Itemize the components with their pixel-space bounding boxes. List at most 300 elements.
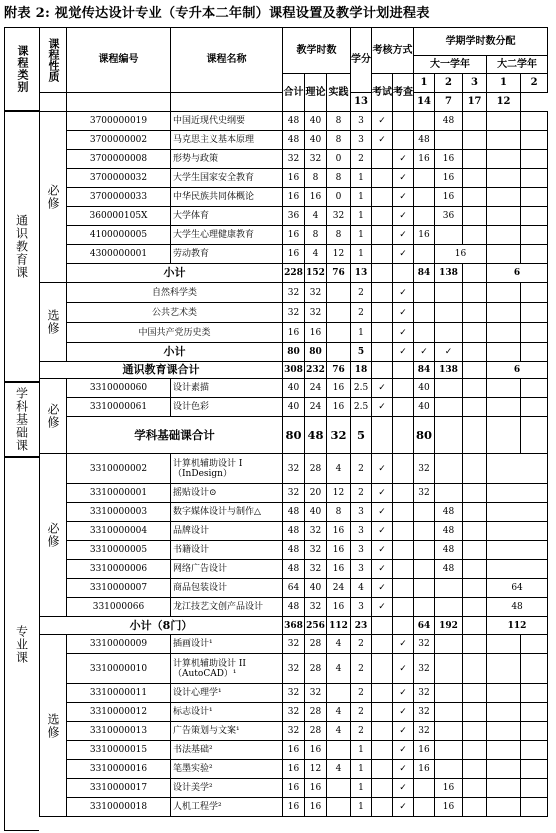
table-cell: 12 — [327, 245, 351, 264]
table-cell: 32 — [283, 150, 305, 169]
table-cell: 16 — [435, 150, 463, 169]
table-cell — [463, 654, 487, 684]
table-cell — [487, 245, 521, 264]
course-code: 360000105X — [67, 207, 171, 226]
table-cell: 16 — [283, 323, 305, 343]
table-cell: ✓ — [393, 703, 414, 722]
table-cell — [435, 635, 463, 654]
table-cell — [414, 283, 435, 303]
table-cell: 76 — [327, 362, 351, 379]
table-cell — [435, 398, 463, 417]
table-cell: 3 — [351, 560, 372, 579]
course-code: 3310000001 — [67, 484, 171, 503]
table-cell — [393, 484, 414, 503]
table-cell — [487, 454, 548, 484]
table-cell: 12 — [327, 484, 351, 503]
table-cell: 2 — [351, 703, 372, 722]
table-cell — [463, 703, 487, 722]
table-cell: ✓ — [393, 343, 414, 362]
table-cell: 32 — [414, 484, 435, 503]
table-cell: 8 — [305, 169, 327, 188]
table-cell — [463, 798, 487, 817]
table-cell — [414, 560, 435, 579]
table-cell — [487, 654, 521, 684]
table-cell: 308 — [283, 362, 305, 379]
table-cell: ✓ — [372, 598, 393, 617]
table-cell — [393, 264, 414, 283]
table-cell — [463, 169, 487, 188]
table-cell: ✓ — [372, 398, 393, 417]
table-cell — [463, 454, 487, 484]
table-cell — [414, 522, 435, 541]
table-cell — [372, 760, 393, 779]
table-cell — [521, 112, 548, 131]
header-sem: 2 — [435, 74, 463, 93]
table-cell — [487, 779, 521, 798]
table-cell — [521, 245, 548, 264]
table-cell — [463, 684, 487, 703]
table-cell: 6 — [487, 362, 548, 379]
course-name: 书法基础² — [171, 741, 283, 760]
table-cell — [327, 343, 351, 362]
table-cell: 32 — [283, 283, 305, 303]
table-cell: 16 — [414, 226, 435, 245]
table-cell — [372, 150, 393, 169]
table-cell — [487, 417, 521, 454]
course-code: 3310000017 — [67, 779, 171, 798]
subtotal-label: 小计（8门） — [40, 617, 283, 635]
course-name: 大学生心理健康教育 — [171, 226, 283, 245]
table-cell: ✓ — [414, 343, 435, 362]
total-label: 学科基础课合计 — [67, 417, 283, 454]
table-cell — [463, 323, 487, 343]
table-cell — [463, 722, 487, 741]
table-cell: 1 — [351, 798, 372, 817]
table-cell: 32 — [414, 703, 435, 722]
table-cell — [487, 207, 521, 226]
table-cell — [521, 131, 548, 150]
table-cell — [463, 617, 487, 635]
table-cell: 1 — [351, 188, 372, 207]
table-cell: 4 — [305, 207, 327, 226]
table-cell — [393, 362, 414, 379]
table-cell — [463, 503, 487, 522]
table-row — [40, 798, 548, 817]
table-cell — [463, 207, 487, 226]
header-nature: 课程性质 — [40, 28, 67, 93]
table-cell: ✓ — [393, 722, 414, 741]
table-cell — [487, 343, 521, 362]
table-row — [40, 541, 548, 560]
table-row — [40, 131, 548, 150]
table-cell — [372, 264, 393, 283]
table-cell — [393, 541, 414, 560]
table-row — [40, 560, 548, 579]
table-cell — [521, 635, 548, 654]
table-cell — [521, 741, 548, 760]
table-row — [40, 169, 548, 188]
table-cell — [463, 283, 487, 303]
table-cell: 16 — [327, 398, 351, 417]
course-name: 广告策划与文案¹ — [171, 722, 283, 741]
course-name: 摇贴设计⊙ — [171, 484, 283, 503]
table-row — [40, 579, 548, 598]
table-cell: 4 — [351, 579, 372, 598]
table-cell — [372, 169, 393, 188]
table-cell: 80 — [414, 417, 435, 454]
nature-label: 选修 — [46, 712, 60, 739]
table-cell: 80 — [283, 343, 305, 362]
nature-cell — [40, 454, 67, 617]
table-cell — [487, 303, 521, 323]
table-cell: 48 — [283, 541, 305, 560]
table-cell: 228 — [283, 264, 305, 283]
table-cell: 24 — [305, 379, 327, 398]
table-cell: ✓ — [372, 560, 393, 579]
table-cell: 48 — [283, 522, 305, 541]
table-cell: 112 — [327, 617, 351, 635]
table-cell: 2 — [351, 454, 372, 484]
table-cell — [372, 188, 393, 207]
table-row — [40, 245, 548, 264]
course-code: 3700000008 — [67, 150, 171, 169]
table-cell: 36 — [283, 207, 305, 226]
table-row — [40, 323, 548, 343]
table-cell — [521, 722, 548, 741]
table-cell: 368 — [283, 617, 305, 635]
header-hours: 教学时数 — [283, 28, 351, 74]
table-cell — [487, 188, 521, 207]
table-cell — [372, 779, 393, 798]
table-cell: ✓ — [372, 522, 393, 541]
table-cell — [327, 323, 351, 343]
table-cell — [521, 379, 548, 398]
table-cell: 4 — [327, 654, 351, 684]
course-name: 品牌设计 — [171, 522, 283, 541]
table-cell: 16 — [305, 188, 327, 207]
subtotal-label: 小计 — [67, 264, 283, 283]
table-cell — [393, 112, 414, 131]
table-cell: ✓ — [393, 798, 414, 817]
course-code: 3310000013 — [67, 722, 171, 741]
table-cell: 32 — [414, 654, 435, 684]
table-cell: 48 — [435, 112, 463, 131]
table-cell: ✓ — [393, 303, 414, 323]
table-cell — [393, 522, 414, 541]
course-code: 3310000011 — [67, 684, 171, 703]
table-cell: 13 — [351, 264, 372, 283]
table-cell — [487, 379, 521, 398]
table-cell — [463, 398, 487, 417]
header-assess: 考核方式 — [372, 28, 414, 74]
table-cell: ✓ — [393, 283, 414, 303]
table-cell — [487, 112, 521, 131]
table-cell: 23 — [351, 617, 372, 635]
header-weeks: 12 — [487, 93, 521, 112]
table-cell — [393, 503, 414, 522]
table-cell: 3 — [351, 522, 372, 541]
table-cell: 16 — [327, 560, 351, 579]
table-cell: 16 — [283, 779, 305, 798]
table-cell — [521, 343, 548, 362]
table-cell: 2 — [351, 684, 372, 703]
table-cell: 48 — [305, 417, 327, 454]
table-cell — [521, 169, 548, 188]
page-title: 附表 2: 视觉传达设计专业（专升本二年制）课程设置及教学计划进程表 — [4, 6, 430, 21]
course-code: 3310000060 — [67, 379, 171, 398]
table-cell — [414, 798, 435, 817]
table-cell: 40 — [414, 398, 435, 417]
table-row — [40, 503, 548, 522]
course-code: 4300000001 — [67, 245, 171, 264]
table-cell: 2 — [351, 303, 372, 323]
table-cell: 32 — [414, 684, 435, 703]
table-cell: 1 — [351, 323, 372, 343]
table-cell: 8 — [327, 226, 351, 245]
table-cell: 24 — [305, 398, 327, 417]
nature-label: 必修 — [46, 522, 60, 548]
table-row — [40, 722, 548, 741]
table-cell — [372, 362, 393, 379]
table-cell: 138 — [435, 362, 463, 379]
table-cell — [435, 417, 463, 454]
header-practice: 实践 — [327, 74, 351, 112]
course-code: 3310000009 — [67, 635, 171, 654]
table-cell: ✓ — [435, 343, 463, 362]
table-cell: 8 — [327, 503, 351, 522]
table-cell: 232 — [305, 362, 327, 379]
nature-cell — [40, 635, 67, 817]
table-cell: 40 — [305, 131, 327, 150]
table-cell: 20 — [305, 484, 327, 503]
table-cell: 48 — [283, 503, 305, 522]
table-cell: 40 — [305, 503, 327, 522]
table-row — [40, 654, 548, 684]
table-cell — [435, 303, 463, 323]
table-cell: 1 — [351, 779, 372, 798]
header-credit: 学分 — [351, 28, 372, 93]
table-cell — [463, 484, 487, 503]
header-total: 合计 — [283, 74, 305, 112]
table-cell: ✓ — [393, 245, 414, 264]
table-cell — [463, 522, 487, 541]
table-cell — [435, 741, 463, 760]
table-cell: ✓ — [393, 323, 414, 343]
table-cell — [463, 343, 487, 362]
table-cell: 48 — [283, 560, 305, 579]
table-cell — [393, 598, 414, 617]
table-cell: 28 — [305, 654, 327, 684]
course-name: 设计心理学¹ — [171, 684, 283, 703]
header-weeks: 13 — [351, 93, 372, 112]
table-cell — [463, 635, 487, 654]
course-name: 大学生国家安全教育 — [171, 169, 283, 188]
table-cell: ✓ — [372, 503, 393, 522]
table-cell — [372, 741, 393, 760]
table-cell — [435, 226, 463, 245]
nature-label: 选修 — [46, 309, 60, 335]
table-cell: 16 — [435, 169, 463, 188]
table-cell: 32 — [305, 684, 327, 703]
table-cell: 138 — [435, 264, 463, 283]
table-cell: 4 — [327, 454, 351, 484]
table-cell — [463, 188, 487, 207]
table-cell — [393, 579, 414, 598]
table-cell: 28 — [305, 722, 327, 741]
course-name: 数字媒体设计与制作△ — [171, 503, 283, 522]
course-name: 中国共产党历史类 — [67, 323, 283, 343]
table-cell: 32 — [283, 703, 305, 722]
table-cell — [435, 703, 463, 722]
table-cell: 40 — [305, 112, 327, 131]
course-name: 大学体育 — [171, 207, 283, 226]
table-cell — [521, 283, 548, 303]
table-row — [40, 112, 548, 131]
table-cell — [521, 703, 548, 722]
table-cell: 32 — [414, 722, 435, 741]
table-cell: 32 — [305, 541, 327, 560]
table-row — [40, 362, 548, 379]
category-general: 通识教育课 — [4, 111, 39, 382]
table-row — [40, 264, 548, 283]
table-row — [40, 760, 548, 779]
table-cell — [521, 226, 548, 245]
table-cell: 48 — [283, 112, 305, 131]
course-code: 3310000061 — [67, 398, 171, 417]
table-cell — [372, 323, 393, 343]
table-cell: 16 — [435, 245, 487, 264]
table-cell: 2.5 — [351, 398, 372, 417]
table-cell: 48 — [414, 131, 435, 150]
table-cell: 28 — [305, 454, 327, 484]
course-name: 人机工程学² — [171, 798, 283, 817]
table-cell: 16 — [283, 798, 305, 817]
table-cell — [327, 303, 351, 323]
table-cell: 5 — [351, 417, 372, 454]
table-cell — [487, 503, 548, 522]
table-cell — [372, 617, 393, 635]
header-year2: 大二学年 — [487, 56, 548, 74]
table-cell — [521, 760, 548, 779]
table-cell — [435, 654, 463, 684]
header-weeks: 14 — [414, 93, 435, 112]
table-cell — [414, 303, 435, 323]
course-name: 自然科学类 — [67, 283, 283, 303]
table-cell: ✓ — [372, 454, 393, 484]
course-code: 3700000032 — [67, 169, 171, 188]
table-cell — [487, 323, 521, 343]
table-cell: 0 — [327, 188, 351, 207]
header-sem: 1 — [487, 74, 521, 93]
table-row — [40, 454, 548, 484]
course-code: 3310000006 — [67, 560, 171, 579]
table-cell: 48 — [283, 598, 305, 617]
table-cell — [463, 598, 487, 617]
course-name: 劳动教育 — [171, 245, 283, 264]
header-year1: 大一学年 — [414, 56, 487, 74]
table-cell — [521, 150, 548, 169]
table-cell: 1 — [351, 226, 372, 245]
table-cell: 1 — [351, 760, 372, 779]
table-cell: 40 — [414, 379, 435, 398]
table-cell: 8 — [327, 169, 351, 188]
table-cell: 32 — [283, 484, 305, 503]
table-row — [40, 417, 548, 454]
table-cell: 1 — [351, 207, 372, 226]
table-row — [40, 617, 548, 635]
table-cell: ✓ — [393, 188, 414, 207]
table-cell — [372, 226, 393, 245]
table-cell: ✓ — [393, 635, 414, 654]
table-cell — [487, 560, 548, 579]
table-cell: 16 — [327, 379, 351, 398]
table-cell: 4 — [327, 635, 351, 654]
course-code: 3310000005 — [67, 541, 171, 560]
table-cell: ✓ — [393, 169, 414, 188]
header-category: 课程类别 — [4, 27, 39, 111]
table-cell: 24 — [327, 579, 351, 598]
table-cell: 32 — [305, 283, 327, 303]
table-row — [40, 188, 548, 207]
course-name: 龙江技艺文创产品设计 — [171, 598, 283, 617]
table-cell: 3 — [351, 503, 372, 522]
table-row — [40, 398, 548, 417]
table-cell: ✓ — [393, 741, 414, 760]
table-cell: ✓ — [372, 579, 393, 598]
table-cell: 2 — [351, 283, 372, 303]
course-name: 标志设计¹ — [171, 703, 283, 722]
course-code: 3700000019 — [67, 112, 171, 131]
table-cell: 76 — [327, 264, 351, 283]
table-cell: 32 — [305, 522, 327, 541]
header-theory: 理论 — [305, 74, 327, 112]
table-cell: ✓ — [372, 484, 393, 503]
table-cell: 80 — [283, 417, 305, 454]
table-cell: 64 — [283, 579, 305, 598]
table-cell — [521, 207, 548, 226]
table-cell: 5 — [351, 343, 372, 362]
course-code: 3310000007 — [67, 579, 171, 598]
table-cell — [435, 379, 463, 398]
table-cell: ✓ — [393, 150, 414, 169]
table-cell — [521, 398, 548, 417]
course-code: 3310000004 — [67, 522, 171, 541]
table-cell — [463, 379, 487, 398]
table-cell: 3 — [351, 541, 372, 560]
table-cell — [463, 303, 487, 323]
table-cell — [414, 579, 435, 598]
table-cell — [435, 722, 463, 741]
table-cell: 48 — [435, 541, 463, 560]
table-cell — [327, 684, 351, 703]
table-cell — [414, 112, 435, 131]
course-code: 3700000002 — [67, 131, 171, 150]
table-cell — [487, 741, 521, 760]
table-cell — [372, 703, 393, 722]
table-cell: 16 — [327, 541, 351, 560]
table-cell: 28 — [305, 703, 327, 722]
course-code: 4100000005 — [67, 226, 171, 245]
table-cell: 32 — [305, 303, 327, 323]
table-cell — [463, 417, 487, 454]
total-label: 通识教育课合计 — [40, 362, 283, 379]
table-cell — [463, 264, 487, 283]
table-cell: 32 — [283, 454, 305, 484]
table-cell: ✓ — [393, 654, 414, 684]
table-cell: 4 — [327, 760, 351, 779]
table-cell: 1 — [351, 169, 372, 188]
table-cell: 28 — [305, 635, 327, 654]
